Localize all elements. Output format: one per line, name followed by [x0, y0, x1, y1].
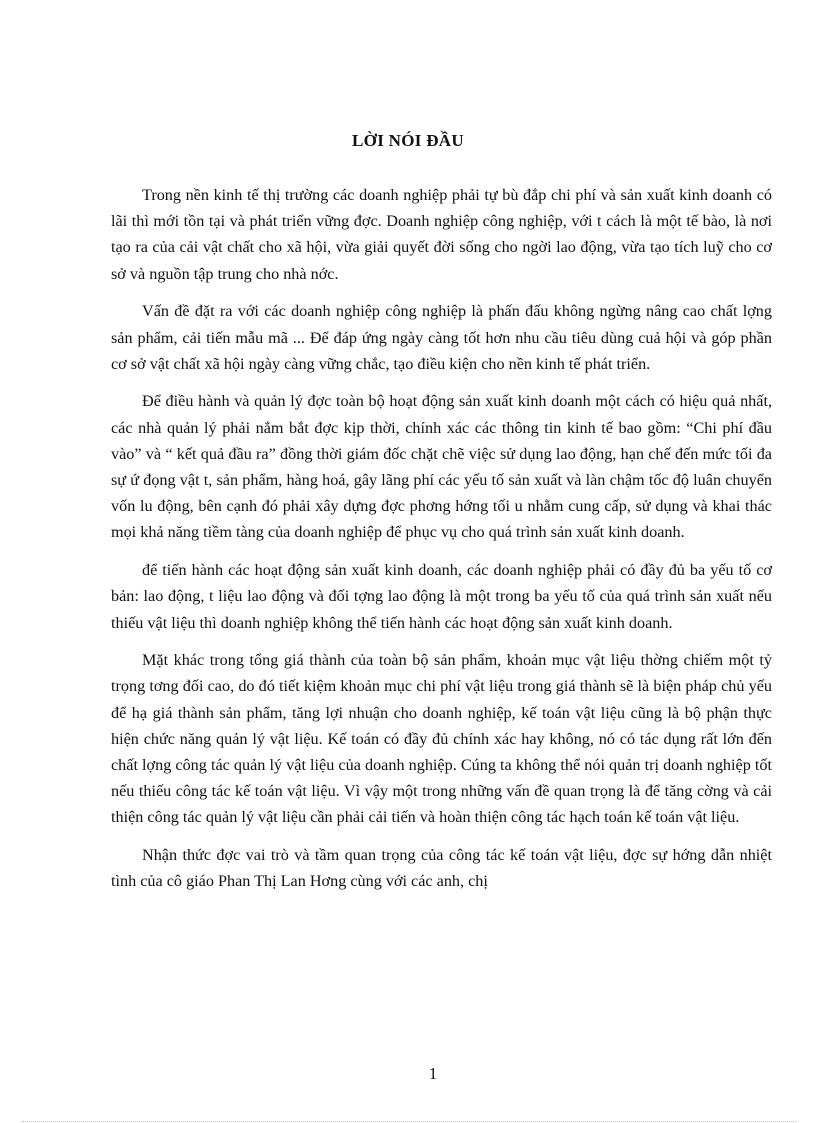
- paragraph: Nhận thức đợc vai trò và tầm quan trọng của công tác kế toán vật liệu, đợc sự hớng dẫn nhiệt tình của cô giáo Phan Thị Lan Hơng cùng với các anh, chị: [111, 846, 772, 891]
- paragraph: Trong nền kinh tế thị trường các doanh nghiệp phải tự bù đắp chi phí và sản xuất kinh doanh có lãi thì mới tồn tại và phát triển vững đợc. Doanh nghiệp công nghiệp, với t cách là một tế bào, là nơi tạo ra của cải vật chất cho xã hội, vừa giải quyết đời sống cho ngời lao động, vừa tạo tích luỹ cho cơ sở và nguồn tập trung cho nhà nớc.: [111, 186, 772, 283]
- page-number: 1: [428, 1064, 438, 1083]
- paragraph: Mặt khác trong tổng giá thành của toàn bộ sản phẩm, khoản mục vật liệu thờng chiếm một tỷ trọng tơng đối cao, do đó tiết kiệm khoản mục chi phí vật liệu trong giá thành sẽ là biện pháp chủ yếu để hạ giá thành sản phẩm, tăng lợi nhuận cho doanh nghiệp, kế toán vật liệu cũng là bộ phận thực hiện chức năng quản lý vật liệu. Kế toán có đầy đủ chính xác hay không, nó có tác dụng rất lớn đến chất lợng công tác quản lý vật liệu của doanh nghiệp. Cúng ta không thể nói quản trị doanh nghiệp tốt nếu thiếu công tác kế toán vật liệu. Vì vậy một trong những vấn đề quan trọng là để tăng cờng và cải thiện công tác quản lý vật liệu cần phải cải tiến và hoàn thiện công tác hạch toán kế toán vật liệu.: [111, 651, 772, 827]
- paragraph: Để điều hành và quản lý đợc toàn bộ hoạt động sản xuất kinh doanh một cách có hiệu quả nhất, các nhà quản lý phải nắm bắt đợc kịp thời, chính xác các thông tin kinh tế bao gồm: “Chi phí đầu vào” và “ kết quả đầu ra” đồng thời giám đốc chặt chẽ việc sử dụng lao động, hạn chế đến mức tối đa sự ứ đọng vật t, sản phẩm, hàng hoá, gây lãng phí các yếu tố sản xuất và làn chậm tốc độ luân chuyển vốn lu động, bên cạnh đó phải xây dựng đợc phơng hớng tối u nhằm cung cấp, sử dụng và khai thác mọi khả năng tiềm tàng của doanh nghiệp để phục vụ cho quá trình sản xuất kinh doanh.: [111, 392, 772, 542]
- page-bottom-divider: [22, 1121, 796, 1122]
- document-body: [111, 182, 772, 906]
- paragraph: Vấn đề đặt ra với các doanh nghiệp công nghiệp là phấn đấu không ngừng nâng cao chất lợng sản phẩm, cải tiến mẫu mã ... Để đáp ứng ngày càng tốt hơn nhu cầu tiêu dùng cuả hội và góp phần cơ sở vật chất xã hội ngày càng vững chắc, tạo điều kiện cho nền kinh tế phát triển.: [111, 302, 772, 373]
- paragraph: để tiến hành các hoạt động sản xuất kinh doanh, các doanh nghiệp phải có đầy đủ ba yếu tố cơ bản: lao động, t liệu lao động và đối tợng lao động là một trong ba yếu tố của quá trình sản xuất nếu thiếu vật liệu thì doanh nghiệp không thể tiến hành các hoạt động sản xuất kinh doanh.: [111, 561, 772, 632]
- page-title: LỜI NÓI ĐẦU: [352, 131, 464, 150]
